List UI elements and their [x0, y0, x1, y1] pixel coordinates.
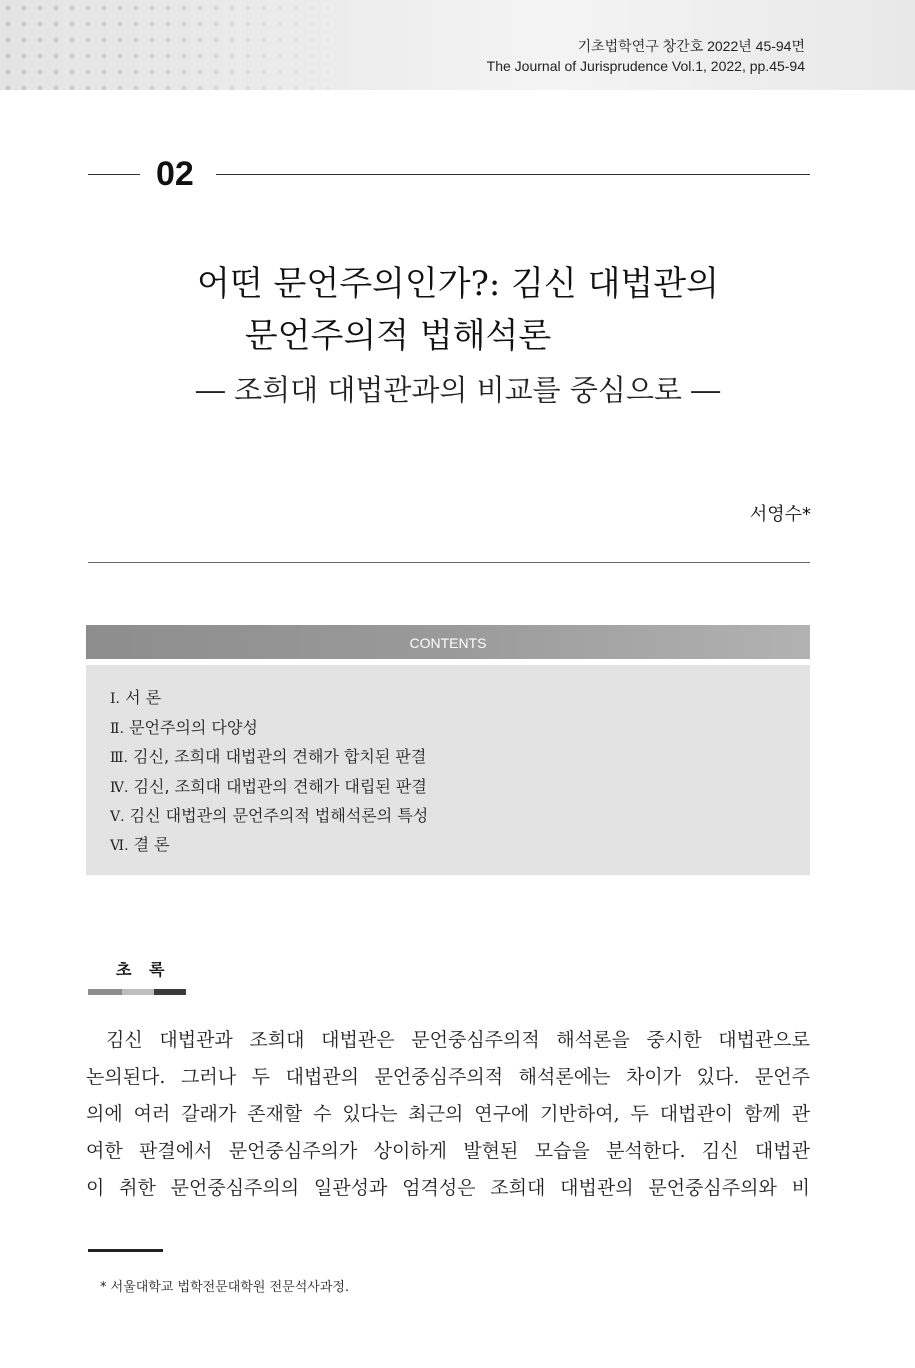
journal-header-korean: 기초법학연구 창간호 2022년 45-94면	[577, 38, 805, 54]
abstract-line: 김신 대법관과 조희대 대법관은 문언중심주의적 해석론을 중시한 대법관으로	[106, 1029, 810, 1051]
abstract-body	[86, 1022, 810, 1207]
toc-text: 김신 대법관의 문언주의적 법해석론의 특성	[129, 806, 429, 825]
footnote: * 서울대학교 법학전문대학원 전문석사과정.	[100, 1280, 350, 1295]
divider	[88, 174, 140, 175]
article-title-line-1: 어떤 문언주의인가?: 김신 대법관의	[197, 264, 719, 304]
abstract-label: 초 록	[116, 960, 171, 979]
toc-item[interactable]	[110, 832, 170, 855]
contents-heading: CONTENTS	[86, 625, 810, 659]
journal-header	[487, 36, 805, 76]
toc-item[interactable]	[110, 715, 258, 738]
abstract-line: 의에 여러 갈래가 존재할 수 있다는 최근의 연구에 기반하여, 두 대법관이 함께 관	[86, 1103, 810, 1125]
author-name: 서영수*	[749, 504, 811, 525]
journal-header-band	[0, 0, 915, 90]
chapter-number: 02	[156, 155, 194, 193]
toc-text: 김신, 조희대 대법관의 견해가 대립된 판결	[133, 777, 427, 796]
divider	[88, 562, 810, 563]
divider	[216, 174, 810, 175]
toc-numeral: Ⅵ.	[110, 838, 129, 854]
toc-numeral: Ⅲ.	[110, 750, 128, 766]
article-title-line-2: 문언주의적 법해석론	[244, 316, 552, 356]
toc-numeral: Ⅱ.	[110, 721, 124, 737]
footnote-rule	[88, 1249, 163, 1252]
chapter-heading	[88, 155, 810, 195]
toc-numeral: Ⅰ.	[110, 691, 120, 707]
contents-list	[86, 665, 810, 875]
abstract-line: 이 취한 문언중심주의의 일관성과 엄격성은 조희대 대법관의 문언중심주의와 비	[86, 1177, 810, 1199]
toc-item[interactable]	[110, 774, 427, 797]
abstract-line: 논의된다. 그러나 두 대법관의 문언중심주의적 해석론에는 차이가 있다. 문언주	[86, 1066, 810, 1088]
toc-text: 문언주의의 다양성	[129, 718, 258, 737]
abstract-line: 여한 판결에서 문언중심주의가 상이하게 발현된 모습을 분석한다. 김신 대법관	[86, 1140, 810, 1162]
toc-numeral: Ⅴ.	[110, 809, 125, 825]
dot-pattern	[0, 0, 360, 90]
toc-item[interactable]	[110, 803, 428, 826]
toc-text: 결 론	[133, 835, 170, 854]
toc-item[interactable]	[110, 685, 161, 708]
toc-item[interactable]	[110, 744, 426, 767]
toc-text: 서 론	[125, 688, 162, 707]
article-subtitle: ― 조희대 대법관과의 비교를 중심으로 ―	[195, 373, 721, 407]
journal-header-english: The Journal of Jurisprudence Vol.1, 2022, pp.45-94	[486, 58, 805, 74]
toc-numeral: Ⅳ.	[110, 780, 129, 796]
toc-text: 김신, 조희대 대법관의 견해가 합치된 판결	[133, 747, 427, 766]
